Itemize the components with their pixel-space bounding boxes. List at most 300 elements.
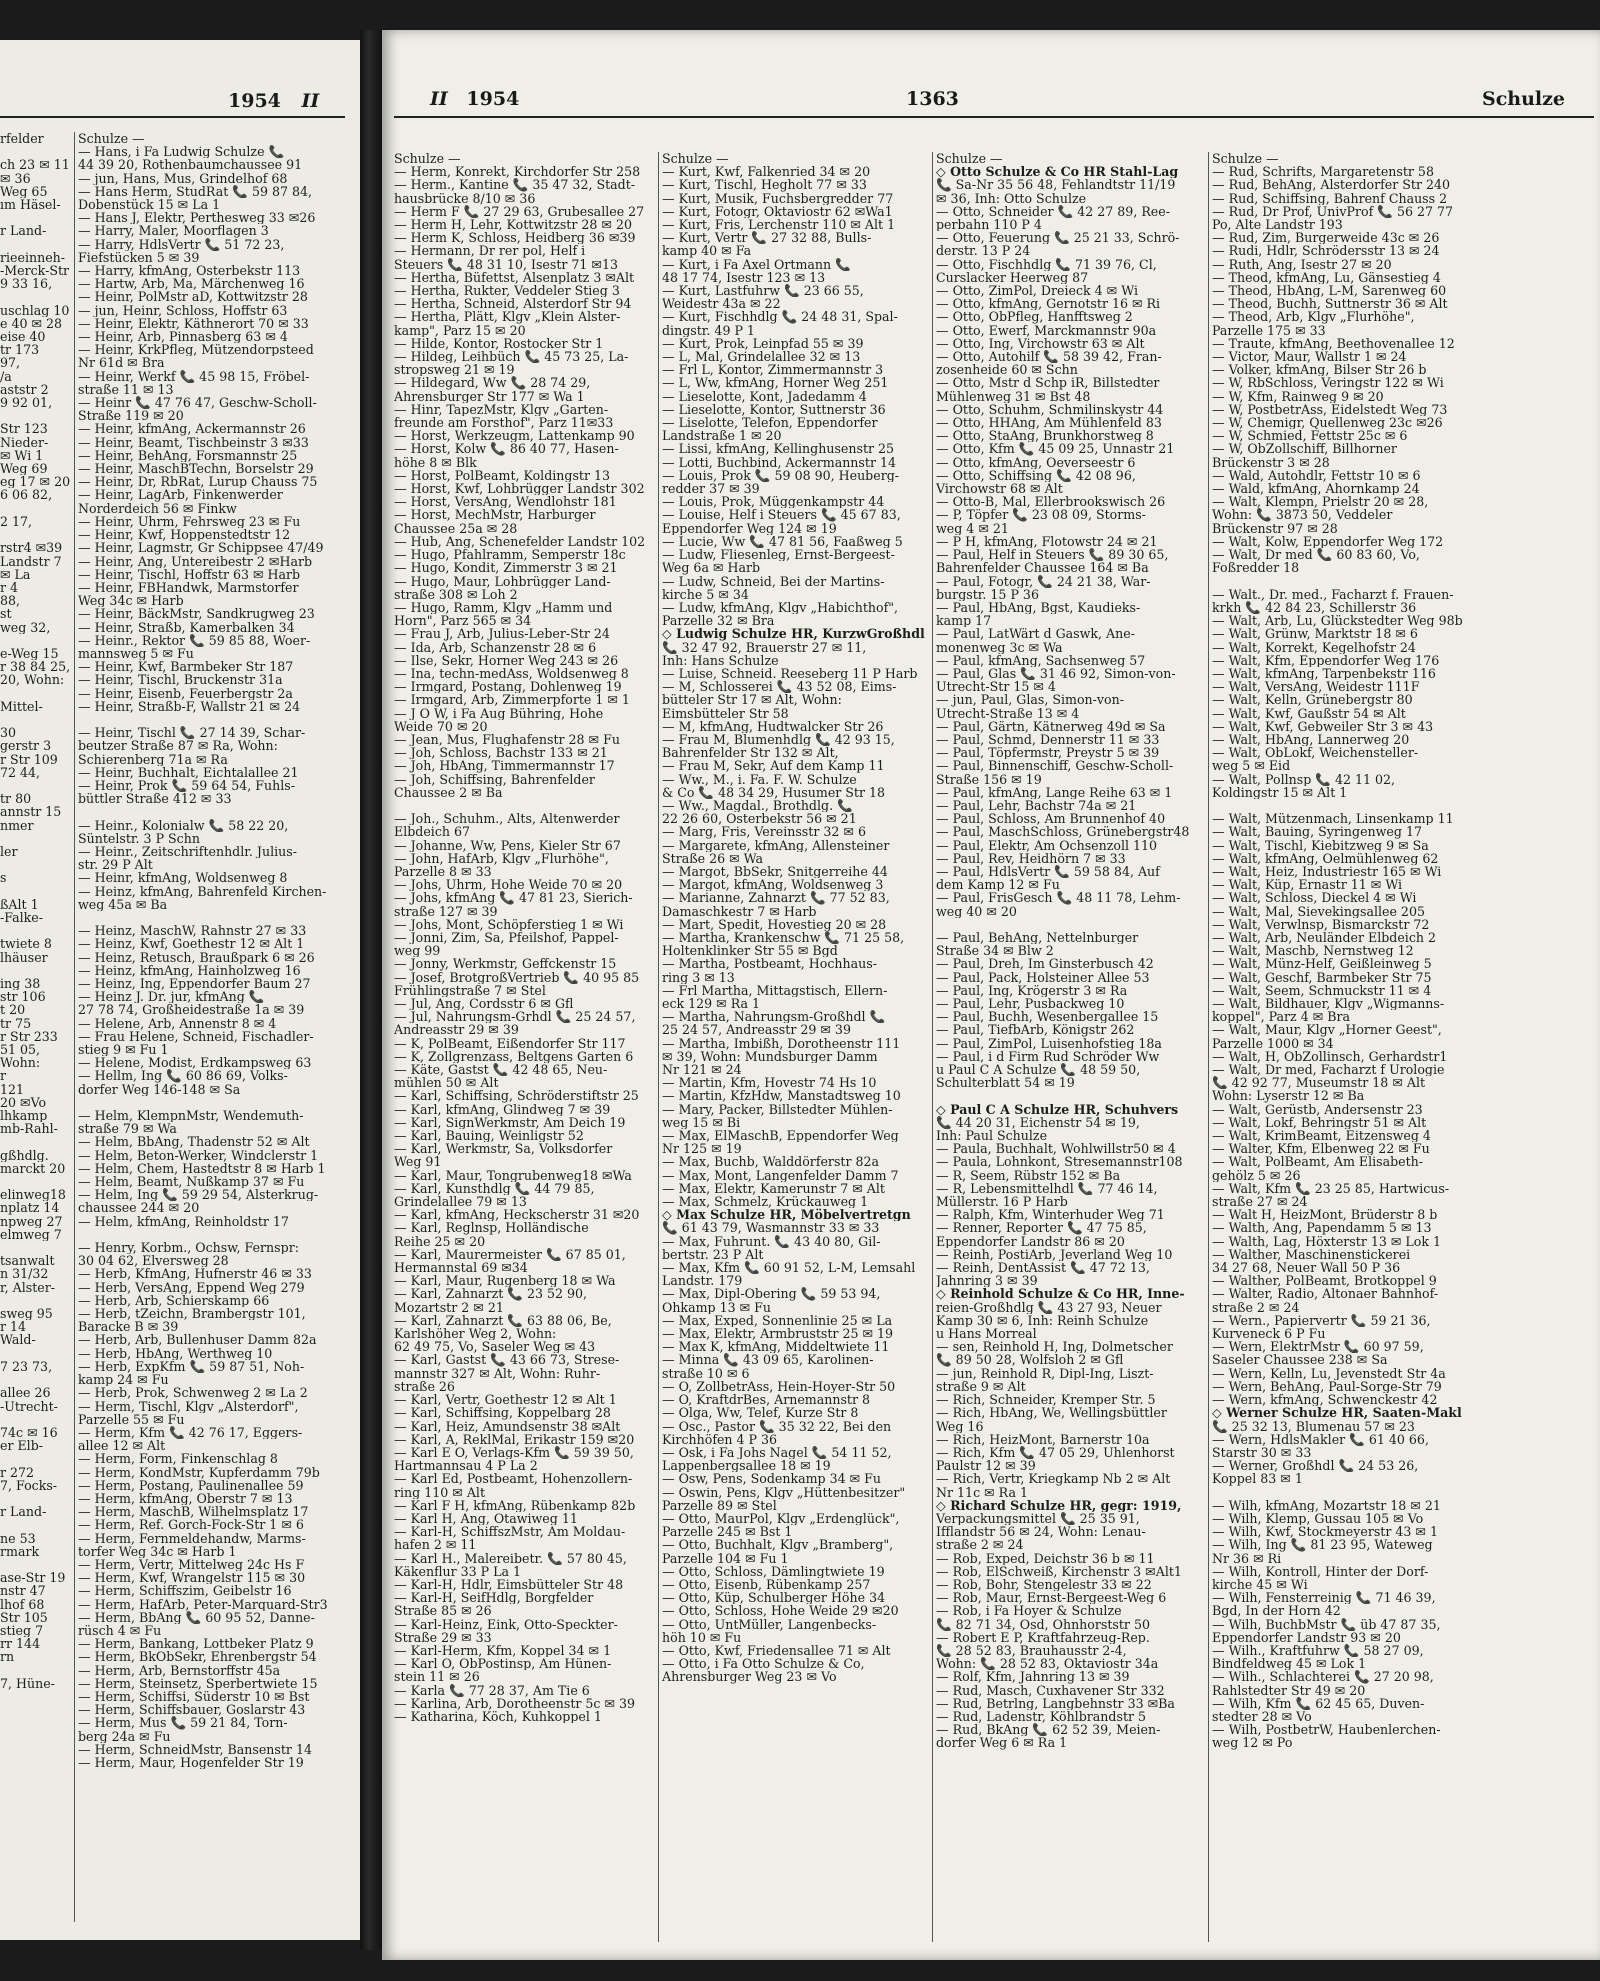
directory-entry-line: — Horst, Werkzeugm, Lattenkamp 90 [394,429,635,443]
directory-entry-line: Utrecht-Str 15 ✉ 4 [936,680,1056,694]
directory-entry-line: Horn", Parz 565 ✉ 34 [394,614,532,628]
directory-entry-line: stein 11 ✉ 26 [394,1670,480,1684]
directory-entry-line: — Paul, Fotogr, 📞 24 21 38, War- [936,574,1151,588]
directory-entry-line: — Walt H, HeizMont, Brüderstr 8 b [1212,1208,1438,1222]
directory-entry-line: uschlag 10 [0,303,70,317]
directory-entry-line: — Hertha, Schneid, Alsterdorf Str 94 [394,297,632,311]
directory-entry-line: eck 129 ✉ Ra 1 [662,997,761,1011]
directory-entry-line: Po, Alte Landstr 193 [1212,218,1343,232]
directory-entry-line: — Wilh, Ing 📞 81 23 95, Wateweg [1212,1538,1433,1552]
directory-entry-line: — Walt, Kolw, Eppendorfer Weg 172 [1212,534,1444,549]
directory-entry-line: — Herb, Prok, Schwenweg 2 ✉ La 2 [78,1386,308,1400]
directory-entry-line: — O, ZollbetrAss, Hein-Hoyer-Str 50 [662,1379,896,1394]
directory-entry-line [1212,799,1474,812]
directory-entry-line: — Rud, Zim, Burgerweide 43c ✉ 26 [1212,231,1440,245]
directory-entry-line: — Otto, Feuerung 📞 25 21 33, Schrö- [936,231,1180,245]
directory-entry-line: ase-Str 19 [0,1571,66,1585]
directory-entry-line: ler [0,844,18,859]
directory-entry-line: — Harry, kfmAng, Osterbekstr 113 [78,264,301,278]
directory-entry-line: Lappenbergsallee 18 ✉ 19 [662,1459,831,1473]
directory-entry-line: — Jul, Ang, Cordsstr 6 ✉ Gfl [394,997,574,1011]
directory-entry-line: — Heinr, kfmAng, Ackermannstr 26 [78,422,306,436]
directory-entry-line: — Hellm, Ing 📞 60 86 69, Volks- [78,1069,288,1083]
directory-entry-line: — Horst, Kolw 📞 86 40 77, Hasen- [394,442,619,456]
directory-entry-line: Chaussee 25a ✉ 28 [394,521,518,535]
directory-entry-line: — Ludw, Schneid, Bei der Martins- [662,574,885,588]
column-divider [658,152,659,1942]
directory-entry-line: — Walt, Bauing, Syringenweg 17 [1212,825,1422,839]
directory-entry-line: koppel", Parz 4 ✉ Bra [1212,1010,1351,1024]
directory-entry-line: — Ludw, Fliesenleg, Ernst-Bergeest- [662,548,895,562]
directory-entry-line: — Herb, VersAng, Eppend Weg 279 [78,1280,305,1294]
directory-entry-line: — Oswin, Pens, Klgv „Hüttenbesitzer" [662,1485,906,1499]
directory-entry-line: — Walt, Maschb, Nernstweg 12 [1212,944,1414,958]
directory-entry-line: — Karl, Werkmstr, Sa, Volksdorfer [394,1142,613,1156]
left-page-header [228,90,319,112]
directory-entry-line: — J O W, i Fa Aug Bühring, Hohe [394,706,604,720]
directory-entry-line: lhäuser [0,950,48,964]
directory-entry-line: — Wern, ElektrMstr 📞 60 97 59, [1212,1340,1424,1354]
directory-entry-line: krkh 📞 42 84 23, Schillerstr 36 [1212,600,1417,615]
directory-entry-line [0,528,72,541]
directory-entry-line: — Herm, Kwf, Wrangelstr 115 ✉ 30 [78,1571,306,1585]
directory-entry-line: Wohn: Lyserstr 12 ✉ Ba [1212,1089,1365,1103]
directory-entry-line: ◇ Paul C A Schulze HR, Schuhvers [936,1102,1179,1116]
directory-entry-line: — Hugo, Kondit, Zimmerstr 3 ✉ 21 [394,561,618,575]
directory-entry-line: — Osk, i Fa Johs Nagel 📞 54 11 52, [662,1445,892,1460]
directory-entry-line: — Heinz J. Dr. jur, kfmAng 📞 [78,990,265,1004]
directory-entry-line: — Walt, VersAng, Weidestr 111F [1212,680,1420,694]
directory-entry-line: — Heinz, Retusch, Braußpark 6 ✉ 26 [78,950,315,964]
directory-entry-line: — Max, Fuhrunt. 📞 43 40 80, Gil- [662,1234,881,1248]
directory-entry-line: — Otto, Buchhalt, Klgv „Bramberg", [662,1538,894,1552]
column-divider [932,152,933,1942]
directory-entry-line: 9 33 16, [0,277,53,291]
directory-entry-line [78,1228,360,1241]
directory-entry-line: Bgd, In der Horn 42 [1212,1604,1341,1618]
directory-entry-line: — John, HafArb, Klgv „Flurhöhe", [394,851,609,865]
directory-entry-line: Nr 11c ✉ Ra 1 [936,1485,1028,1499]
directory-entry-line: ◇ Reinhold Schulze & Co HR, Inne- [936,1287,1185,1301]
directory-entry-line: Inh: Hans Schulze [662,653,779,667]
directory-entry-line: r 272 [0,1465,35,1479]
directory-entry-line: — Herm, Ref. Gorch-Fock-Str 1 ✉ 6 [78,1518,304,1532]
directory-entry-line: — Herm, Kfm 📞 42 76 17, Eggers- [78,1425,303,1440]
directory-entry-line: Rahlstedter Str 49 ✉ 20 [1212,1683,1366,1697]
directory-entry-line: — Walther, PolBeamt, Brotkoppel 9 [1212,1274,1437,1288]
directory-entry-line: — Walt, Pollnsp 📞 42 11 02, [1212,772,1396,786]
directory-entry-line: Ifflandstr 56 ✉ 24, Wohn: Lenau- [936,1525,1146,1539]
directory-entry-line: r Str 233 [0,1029,58,1044]
directory-entry-line: — Hans J, Elektr, Perthesweg 33 ✉26 [78,211,316,225]
directory-entry-line: — Herm, Vertr, Mittelweg 24c Hs F [78,1557,305,1572]
left-page [0,40,360,1940]
directory-entry-line: — jun, Hans, Mus, Grindelhof 68 [78,171,288,185]
directory-entry-line: — Jul, Nahrungsm-Grhdl 📞 25 24 57, [394,1010,636,1024]
directory-entry-line: er Elb- [0,1439,44,1453]
directory-entry-line: — Lieselotte, Kont, Jadedamm 4 [662,389,867,403]
directory-entry-line: — Paul, Rev, Heidhörn 7 ✉ 33 [936,851,1126,865]
directory-entry-line: Koppel 83 ✉ 1 [1212,1472,1303,1486]
directory-entry-line: Dobenstück 15 ✉ La 1 [78,198,221,212]
directory-entry-line: Wald- [0,1333,36,1347]
directory-entry-line: — Harry, HdlsVertr 📞 51 72 23, [78,237,285,251]
directory-entry-line: 7, Focks- [0,1478,58,1492]
directory-entry-line: — Walt, Schloss, Dieckel 4 ✉ Wi [1212,891,1417,905]
directory-entry-line: — Helm, BbAng, Thadenstr 52 ✉ Alt [78,1135,310,1149]
entry-column-4 [936,152,1204,1750]
directory-entry-line: — Frl Martha, Mittagstisch, Ellern- [662,983,888,997]
directory-entry-line: — Louise, Helf i Steuers 📞 45 67 83, [662,508,901,522]
directory-entry-line: Kamp 30 ✉ 6, Inh: Reinh Schulze [936,1313,1149,1328]
directory-entry-line: npweg 27 [0,1214,63,1228]
directory-entry-line: — Paul, FrisGesch 📞 48 11 78, Lehm- [936,891,1181,905]
directory-entry-line: — Wern, Kelln, Lu, Jevenstedt Str 4a [1212,1366,1446,1380]
directory-entry-line: — Harry, Maler, Moorflagen 3 [78,224,269,238]
directory-entry-line [0,832,72,845]
directory-entry-line: — Heinr., Kolonialw 📞 58 22 20, [78,818,289,832]
directory-entry-line [0,211,72,224]
directory-entry-line: büttler Straße 412 ✉ 33 [78,792,232,806]
directory-entry-line: — Paul, Schmd, Dennerstr 11 ✉ 33 [936,732,1160,747]
directory-entry-line: weg 15 ✉ Bi [662,1115,741,1130]
directory-entry-line: — Rich, HeizMont, Barnerstr 10a [936,1432,1150,1446]
directory-entry-line: kamp 40 ✉ Fa [662,244,752,258]
directory-entry-line: r, Alster- [0,1280,56,1294]
directory-entry-line: — Karl-H, SchiffszMstr, Am Moldau- [394,1525,626,1539]
directory-entry-line: 97, [0,356,21,370]
directory-entry-line: — Kurt, Lastfuhrw 📞 23 66 55, [662,284,864,298]
directory-entry-line: Eimsbütteler Str 58 [662,706,789,720]
directory-entry-line: — Heinr., Rektor 📞 59 85 88, Woer- [78,633,311,647]
directory-entry-line: stieg 9 ✉ Fu 1 [78,1043,169,1057]
directory-entry-line: redder 37 ✉ 39 [662,482,760,496]
directory-entry-line: 📞 28 52 83, Brauhausstr 2-4, [936,1643,1127,1658]
directory-entry-line: rüsch 4 ✉ Fu [78,1623,162,1638]
directory-entry-line: Weg 65 [0,184,48,199]
directory-entry-line [1212,575,1474,588]
directory-entry-line [0,1518,72,1531]
directory-entry-line: ing 38 [0,977,41,991]
directory-entry-line [0,502,72,515]
directory-entry-line: 📞 82 71 34, Osd, Ohnhorststr 50 [936,1617,1150,1631]
directory-entry-line: — Marg, Fris, Vereinsstr 32 ✉ 6 [662,825,866,839]
directory-entry-line: Parzelle 8 ✉ 33 [394,864,492,879]
directory-entry-line: eg 17 ✉ 20 [0,475,71,489]
directory-entry-line: — Rud, Ladenstr, Köhlbrandstr 5 [936,1709,1147,1724]
directory-entry-line: Weg 34c ✉ Harb [78,594,184,608]
directory-entry-line: straße 27 ✉ 24 [1212,1195,1308,1209]
directory-entry-line: — Paul, Buchh, Wesenbergallee 15 [936,1010,1159,1024]
directory-entry-line: — Paul, Lehr, Pusbackweg 10 [936,997,1125,1011]
directory-entry-line: kamp", Parz 15 ✉ 20 [394,323,526,337]
directory-entry-line: — Frau Helene, Schneid, Fischadler- [78,1029,314,1044]
directory-entry-line: — Liselotte, Telefon, Eppendorfer [662,416,878,430]
directory-entry-line: — Otto, Ewerf, Marckmannstr 90a [936,323,1157,337]
directory-entry-line: — Herm, Form, Finkenschlag 8 [78,1452,278,1466]
directory-entry-line: r 38 84 25, [0,660,71,674]
directory-entry-line: Nr 36 ✉ Ri [1212,1551,1282,1565]
directory-entry-line: — Herb, KfmAng, Hufnerstr 46 ✉ 33 [78,1267,312,1281]
directory-entry-line: Parzelle 245 ✉ Bst 1 [662,1525,793,1539]
directory-entry-line: Nieder- [0,435,49,449]
directory-entry-line: Müllerstr. 16 P Harb [936,1195,1068,1209]
directory-entry-line: — Ludw, kfmAng, Klgv „Habichthof", [662,600,899,615]
directory-entry-line: mühlen 50 ✉ Alt [394,1076,499,1090]
directory-entry-line: hausbrücke 8/10 ✉ 36 [394,191,536,205]
directory-entry-line [0,145,72,158]
directory-entry-line: — Otto, Mstr d Schp iR, Billstedter [936,376,1160,390]
directory-entry-line: rfelder [0,132,44,146]
directory-entry-line: n 31/32 [0,1267,49,1281]
directory-entry-line: Weidestr 43a ✉ 22 [662,297,781,311]
directory-entry-line: — Walt, Dr med 📞 60 83 60, Vo, [1212,548,1420,562]
directory-entry-line: reien-Großhdlg 📞 43 27 93, Neuer [936,1300,1162,1314]
entry-column-5 [1212,152,1474,1750]
directory-entry-line: — Kurt, Kwf, Falkenried 34 ✉ 20 [662,165,871,179]
directory-entry-line: Ahrensburger Str 177 ✉ Wa 1 [394,389,585,403]
directory-entry-line: — Osw, Pens, Sodenkamp 34 ✉ Fu [662,1472,882,1486]
directory-entry-line: — Martha, Imbißh, Dorotheenstr 111 [662,1036,901,1050]
directory-entry-line: Inh: Paul Schulze [936,1129,1048,1143]
directory-entry-line: — Herb, ExpKfm 📞 59 87 51, Noh- [78,1359,305,1374]
directory-entry-line: Bahrenfelder Str 132 ✉ Alt, [662,746,839,760]
directory-entry-line: dorfer Weg 6 ✉ Ra 1 [936,1736,1068,1750]
directory-entry-line: — Reinh, PostiArb, Jeverland Weg 10 [936,1247,1173,1262]
directory-entry-line [0,1664,72,1677]
directory-entry-line: — W, Chemigr, Quellenweg 23c ✉26 [1212,416,1443,430]
directory-entry-line: 62 49 75, Vo, Saseler Weg ✉ 43 [394,1340,596,1354]
directory-entry-line: stieg 7 [0,1623,44,1638]
directory-entry-line: — Heinr, PolMstr aD, Kottwitzstr 28 [78,290,308,304]
directory-entry-line: tsanwalt [0,1254,55,1268]
directory-entry-line: Kirchhöfen 4 P 36 [662,1432,778,1446]
directory-entry-line: Parzelle 55 ✉ Fu [78,1412,185,1426]
directory-entry-line: 📞 25 32 13, Blumenau 57 ✉ 23 [1212,1419,1415,1433]
directory-entry-line: — R, Seem, Rübstr 152 ✉ Ba [936,1168,1121,1182]
directory-entry-line: Karlshöher Weg 2, Wohn: [394,1327,557,1341]
directory-entry-line: — Kurt, Prok, Leinpfad 55 ✉ 39 [662,336,864,351]
directory-entry-line: Norderdeich 56 ✉ Finkw [78,501,237,515]
directory-entry-line: — Hugo, Pfahlramm, Semperstr 18c [394,548,626,562]
directory-entry-line: torfer Weg 34c ✉ Harb 1 [78,1544,237,1558]
directory-entry-line: — Rob, Bohr, Stengelestr 33 ✉ 22 [936,1577,1152,1592]
directory-entry-line: — P H, kfmAng, Flotowstr 24 ✉ 21 [936,534,1158,549]
directory-entry-line: — R, Lebensmittelhdl 📞 77 46 14, [936,1181,1158,1196]
directory-entry-line: — Max K, kfmAng, Middeltwiete 11 [662,1340,890,1354]
directory-entry-line: 34 27 68, Neuer Wall 50 P 36 [1212,1261,1401,1275]
directory-entry-line: — Otto, Schiffsing 📞 42 08 96, [936,468,1136,483]
column-divider [1208,152,1209,1942]
directory-entry-line: Hermannstal 69 ✉34 [394,1261,528,1275]
directory-entry-line: Verpackungsmittel 📞 25 35 91, [936,1511,1140,1526]
directory-entry-line: Chaussee 2 ✉ Ba [394,785,503,799]
directory-entry-line: — Walter, Kfm, Elbenweg 22 ✉ Fu [1212,1142,1430,1156]
directory-entry-line: Brückenstr 3 ✉ 28 [1212,455,1330,469]
directory-entry-line: Grindelallee 79 ✉ 13 [394,1195,527,1209]
directory-entry-line: Starstr 30 ✉ 33 [1212,1445,1312,1460]
directory-entry-line: — Heinz, MaschW, Rahnstr 27 ✉ 33 [78,924,307,938]
directory-entry-line: weg 32, [0,620,51,634]
directory-entry-line: — Heinr, FBHandwk, Marmstorfer [78,580,299,595]
directory-entry-line: — Rob, Exped, Deichstr 36 b ✉ 11 [936,1551,1155,1565]
directory-entry-line: 25 24 57, Andreasstr 29 ✉ 39 [662,1023,851,1037]
directory-entry-line: Str 123 [0,422,48,436]
directory-entry-line: rn [0,1650,15,1664]
directory-entry-line: bertstr. 23 P Alt [662,1247,764,1262]
directory-entry-line: 72 44, [0,765,41,779]
directory-entry-line: chaussee 244 ✉ 20 [78,1201,200,1215]
column-divider [74,132,75,1922]
directory-entry-line: Parzelle 175 ✉ 33 [1212,323,1326,337]
directory-entry-line: eise 40 [0,330,46,344]
directory-entry-line: Bindfeldweg 45 ✉ Lok 1 [1212,1657,1367,1671]
directory-entry-line: 📞 44 20 31, Eichenstr 54 ✉ 19, [936,1115,1140,1130]
directory-entry-line: mannsweg 5 ✉ Fu [78,646,194,661]
directory-entry-line: — Walth, Ang, Papendamm 5 ✉ 13 [1212,1221,1432,1235]
directory-entry-line: — Walt, Dr med, Facharzt f Urologie [1212,1063,1445,1077]
directory-entry-line: — Heinr, Lagmstr, Gr Schippsee 47/49 [78,541,324,555]
directory-entry-line: — Frau M, Sekr, Auf dem Kamp 11 [662,759,885,773]
directory-entry-line: — Rud, Dr Prof, UnivProf 📞 56 27 77 [1212,204,1454,219]
directory-entry-line: — Herm, Mus 📞 59 21 84, Torn- [78,1716,288,1730]
directory-entry-line: Weide 70 ✉ 20 [394,719,488,733]
directory-entry-line: — Herb, Arb, Schierskamp 66 [78,1293,270,1308]
directory-entry-line: ◇ Richard Schulze HR, gegr: 1919, [936,1498,1182,1512]
directory-entry-line: — Irmgard, Arb, Zimmerpforte 1 ✉ 1 [394,693,630,707]
directory-entry-line: weg 40 ✉ 20 [936,904,1017,918]
directory-entry-line: — Paul, TiefbArb, Königstr 262 [936,1023,1135,1037]
directory-entry-line: weg 12 ✉ Po [1212,1736,1293,1750]
directory-entry-line: — Ralph, Kfm, Winterhuder Weg 71 [936,1208,1165,1222]
directory-entry-line: — Heinr., Zeitschriftenhdlr. Julius- [78,844,297,859]
directory-entry-line: — Hilde, Kontor, Rostocker Str 1 [394,336,604,351]
directory-entry-line: gehölz 5 ✉ 26 [1212,1168,1301,1182]
directory-entry-line: ✉ La [0,567,31,581]
directory-entry-line: — P, Töpfer 📞 23 08 09, Storms- [936,508,1146,522]
directory-entry-line: — Rich, Schneider, Kremper Str. 5 [936,1393,1156,1407]
directory-entry-line: — Karl-H, Hdlr, Eimsbütteler Str 48 [394,1577,624,1592]
directory-entry-line: — Horst, Kwf, Lohbrügger Landstr 302 [394,482,645,496]
directory-entry-line: dingstr. 49 P 1 [662,323,755,337]
directory-entry-line: Foßredder 18 [1212,561,1300,575]
directory-entry-line: — Herm, Konrekt, Kirchdorfer Str 258 [394,165,641,179]
directory-entry-line: Mühlenweg 31 ✉ Bst 48 [936,389,1091,403]
directory-entry-line: ✉ Wi 1 [0,448,44,463]
directory-entry-line: — Rich, Kfm 📞 47 05 29, Uhlenhorst [936,1445,1175,1460]
directory-entry-line: — Martha, Krankenschw 📞 71 25 58, [662,930,905,945]
directory-entry-line: — Paul, HdlsVertr 📞 59 58 84, Auf [936,864,1160,879]
directory-entry-line: — Wern., Papiervertr 📞 59 21 36, [1212,1313,1431,1328]
directory-entry-line: — Otto, Schloss, Dämlingtwiete 19 [662,1564,885,1578]
directory-entry-line: Käkenflur 33 P La 1 [394,1564,522,1578]
directory-entry-line: — Karl Ed, Postbeamt, Hohenzollern- [394,1472,633,1486]
directory-entry-line: — Heinz, Kwf, Goethestr 12 ✉ Alt 1 [78,937,305,951]
directory-entry-line [78,1096,360,1109]
directory-entry-line: Steuers 📞 48 31 10, Isestr 71 ✉13 [394,257,619,271]
directory-entry-line: — Margarete, kfmAng, Allensteiner [662,838,890,852]
right-page-roman: II [430,88,448,110]
directory-entry-line: dorfer Weg 146-148 ✉ Sa [78,1082,241,1096]
entry-column-3 [662,152,928,1684]
directory-entry-line: — Martin, KfzHdw, Manstadtsweg 10 [662,1089,901,1103]
directory-entry-line: — Hartw, Arb, Ma, Märchenweg 16 [78,277,305,291]
directory-entry-line: — Walther, Maschinenstickerei [1212,1247,1411,1262]
directory-entry-line: Straße 156 ✉ 19 [936,772,1042,786]
right-page-year: 1954 [466,88,520,110]
directory-entry-line: — Herm, Maur, Hogenfelder Str 19 [78,1755,304,1770]
directory-entry-line: — Rich, Vertr, Kriegkamp Nb 2 ✉ Alt [936,1472,1171,1486]
directory-entry-line: — Kurt, Vertr 📞 27 32 88, Bulls- [662,231,872,245]
directory-entry-line: — Karl, Vertr, Goethestr 12 ✉ Alt 1 [394,1393,617,1407]
directory-entry-line: — Theod, kfmAng, Lu, Gänsestieg 4 [1212,270,1441,285]
directory-entry-line: — Walt, Korrekt, Kegelhofstr 24 [1212,640,1416,654]
directory-entry-line: — Otto, Schuhm, Schmilinskystr 44 [936,402,1164,417]
directory-entry-line: — Herb, Arb, Bullenhuser Damm 82a [78,1333,317,1347]
directory-entry-line: Eppendorfer Landstr 93 ✉ 20 [1212,1630,1401,1644]
directory-entry-line: e 40 ✉ 28 [0,316,63,331]
directory-entry-line: — Wald, Autohdlr, Fettstr 10 ✉ 6 [1212,468,1421,483]
directory-entry-line: — Paul, Glas 📞 31 46 92, Simon-von- [936,666,1176,681]
directory-entry-line: — Hildegard, Ww 📞 28 74 29, [394,376,591,390]
directory-entry-line: — Helm, Ing 📞 59 29 54, Alsterkrug- [78,1188,319,1202]
directory-entry-line [0,1175,72,1188]
directory-entry-line: — Walt, Mützenmach, Linsenkamp 11 [1212,812,1454,826]
directory-entry-line: 📞 61 43 79, Wasmannstr 33 ✉ 33 [662,1221,880,1235]
directory-entry-line: — Rob, Maur, Ernst-Bergeest-Weg 6 [936,1591,1167,1605]
directory-entry-line: — Hub, Ang, Schenefelder Landstr 102 [394,534,646,549]
directory-entry-line [0,924,72,937]
directory-entry-line [78,911,360,924]
directory-entry-line: t 20 [0,1003,26,1017]
directory-entry-line: 74c ✉ 16 [0,1425,58,1440]
directory-entry-line: kamp 17 [936,614,992,628]
directory-entry-line: — Walt, Küp, Ernastr 11 ✉ Wi [1212,878,1403,892]
directory-entry-line: weg 99 [394,944,441,958]
directory-entry-line: — Johs, Mont, Schöpferstieg 1 ✉ Wi [394,917,624,931]
directory-entry-line: — Wilh, Kfm 📞 62 45 65, Duven- [1212,1696,1425,1710]
directory-entry-line: — Walt, Kwf, Gaußstr 54 ✉ Alt [1212,706,1406,720]
directory-entry-line: — Paul, Helf in Steuers 📞 89 30 65, [936,548,1169,562]
directory-entry-line: — Heinr, Straßb-F, Wallstr 21 ✉ 24 [78,699,301,713]
directory-entry-line: — Irmgard, Postang, Dohlenweg 19 [394,680,622,694]
directory-entry-line: Fiefstücken 5 ✉ 39 [78,250,200,265]
directory-entry-line [0,1492,72,1505]
directory-entry-line: — Paul, kfmAng, Lange Reihe 63 ✉ 1 [936,785,1173,799]
directory-entry-line: — Ilse, Sekr, Horner Weg 243 ✉ 26 [394,653,619,667]
left-page-roman: II [301,90,320,112]
directory-entry-line: — Jonny, Werkmstr, Geffckenstr 15 [394,957,617,971]
directory-entry-line: — Max, Elektr, Armbruststr 25 ✉ 19 [662,1327,894,1341]
directory-entry-line: — Herb, tZeichn, Brambergstr 101, [78,1307,306,1321]
directory-entry-line: — Rich, HbAng, We, Wellingsbüttler [936,1406,1167,1420]
directory-entry-line: — Herm, Schiffsi, Süderstr 10 ✉ Bst [78,1689,310,1704]
directory-entry-line: — Karl, kfmAng, Heckscherstr 31 ✉20 [394,1208,640,1222]
directory-entry-line: — Victor, Maur, Wallstr 1 ✉ 24 [1212,350,1407,364]
directory-entry-line: — Joh., Schuhm., Alts, Altenwerder [394,812,620,826]
directory-entry-line: Schulterblatt 54 ✉ 19 [936,1076,1075,1090]
directory-entry-line: — Walt, Heiz, Industriestr 165 ✉ Wi [1212,864,1442,879]
directory-entry-line: Elbdeich 67 [394,825,471,839]
directory-entry-line: — Rob, i Fa Hoyer & Schulze [936,1604,1122,1618]
directory-entry-line: gßhdlg. [0,1148,49,1162]
directory-entry-line: — Margot, BbSekr, Snitgerreihe 44 [662,864,888,879]
directory-entry-line: burgstr. 15 P 36 [936,587,1039,601]
directory-entry-line: & Co 📞 48 34 29, Husumer Str 18 [662,785,886,799]
directory-entry-line: kirche 5 ✉ 34 [662,587,749,601]
directory-entry-line [0,290,72,303]
directory-entry-line: 44 39 20, Rothenbaumchaussee 91 [78,158,303,172]
